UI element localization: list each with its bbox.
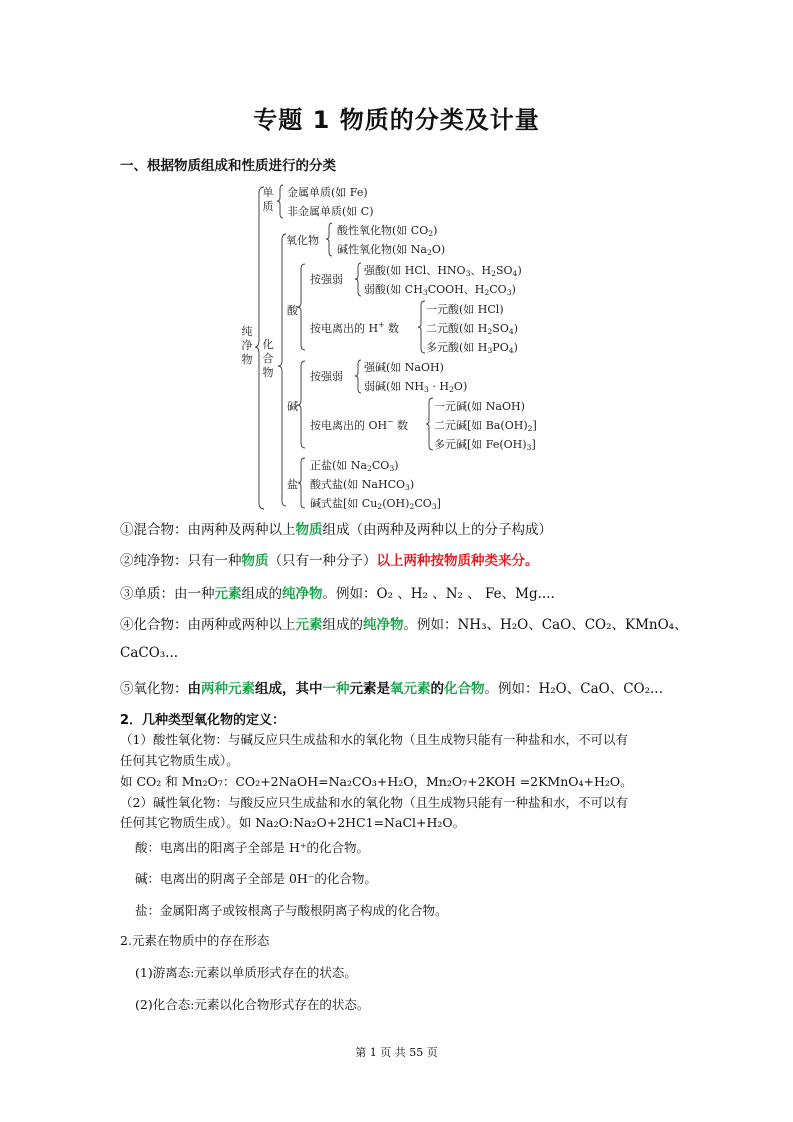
highlight-green: 物质 xyxy=(295,522,323,538)
acid-strength-label: 按强弱 xyxy=(310,273,343,286)
salt-brace xyxy=(298,457,308,511)
elementary-brace xyxy=(277,184,287,220)
tree-item: 多元碱[如 $Fe(OH)_3$] xyxy=(434,438,536,452)
section-heading-element-forms: 2.元素在物质中的存在形态 xyxy=(120,933,270,948)
definition-compound-cont: CaCO₃... xyxy=(120,645,179,661)
highlight-green: 纯净物 xyxy=(282,586,323,602)
text: ③单质：由一种 xyxy=(120,586,215,602)
oxide-label: 氧化物 xyxy=(286,234,319,247)
text: 。例如：NH₃、H₂O、CaO、CO₂、KMnO₄、 xyxy=(403,617,688,633)
text: ④化合物：由两种或两种以上 xyxy=(120,617,296,633)
highlight-green: 一种 xyxy=(322,681,350,697)
text: 组成（由两种及两种以上的分子构成） xyxy=(322,522,552,538)
free-state-definition: (1)游离态:元素以单质形式存在的状态。 xyxy=(135,965,357,980)
definition-oxide xyxy=(120,677,663,697)
section-heading-oxide-types: 2．几种类型氧化物的定义： xyxy=(120,713,286,728)
base-definition: 碱：电离出的阴离子全部是 0H⁻的化合物。 xyxy=(135,871,377,886)
salt-label: 盐 xyxy=(287,478,298,491)
highlight-green: 元素 xyxy=(214,586,242,602)
acid-definition: 酸：电离出的阳离子全部是 H⁺的化合物。 xyxy=(135,840,369,855)
tree-item: 强碱(如 NaOH) xyxy=(364,361,444,374)
text: 组成的 xyxy=(241,586,282,602)
page-footer: 第 1 页 共 55 页 xyxy=(355,1046,438,1059)
base-oh-count-label: 按电离出的 OH− 数 xyxy=(310,417,409,432)
elementary-label: 单 质 xyxy=(262,186,274,213)
tree-item: 二元碱[如 $Ba(OH)_2$] xyxy=(434,419,537,433)
tree-item: 一元碱(如 NaOH) xyxy=(434,400,525,413)
text: 组成，其中 xyxy=(255,681,323,697)
page-title: 专题 1 物质的分类及计量 xyxy=(253,106,540,134)
base-label: 碱 xyxy=(287,400,298,413)
compound-brace xyxy=(279,233,289,508)
highlight-green: 氧元素 xyxy=(390,681,431,697)
combined-state-definition: (2)化合态:元素以化合物形式存在的状态。 xyxy=(135,997,370,1012)
text: 。例如：O₂ 、H₂ 、N₂ 、 Fe、Mg.... xyxy=(322,586,555,602)
basic-oxide-line1: （2）碱性氧化物：与酸反应只生成盐和水的氧化物（且生成物只能有一种盐和水，不可以有 xyxy=(120,795,628,810)
highlight-green: 化合物 xyxy=(444,681,485,697)
tree-item: 多元酸(如 $H_3PO_4$) xyxy=(426,341,518,355)
text: （只有一种分子） xyxy=(268,553,377,569)
basic-oxide-line2: 任何其它物质生成）。如 Na₂O:Na₂O+2HC1=NaCl+H₂O。 xyxy=(120,815,466,830)
text: 。例如：H₂O、CaO、CO₂... xyxy=(484,681,663,697)
definition-element-substance xyxy=(120,582,555,602)
text: ⑤氧化物： xyxy=(120,681,188,697)
acid-h-count-label: 按电离出的 H+ 数 xyxy=(310,320,400,335)
tree-item: 弱碱(如 $NH_3 \cdot H_2O$) xyxy=(364,380,468,394)
text: 的 xyxy=(430,681,444,697)
tree-item: 碱式盐[如 $Cu_2(OH)_2CO_3$] xyxy=(310,497,441,511)
definition-mixture xyxy=(120,518,552,538)
acidic-oxide-line2: 任何其它物质生成）。 xyxy=(120,753,239,768)
text: ②纯净物：只有一种 xyxy=(120,553,242,569)
tree-item: 酸性氧化物(如 $CO_2$) xyxy=(337,224,438,238)
tree-item: 一元酸(如 HCl) xyxy=(426,303,504,316)
base-brace xyxy=(298,360,308,452)
text: 由 xyxy=(187,681,201,697)
acid-label: 酸 xyxy=(287,304,298,317)
base-strength-label: 按强弱 xyxy=(310,370,343,383)
tree-item: 非金属单质(如 C) xyxy=(287,205,374,218)
definition-compound xyxy=(120,613,688,633)
highlight-red: 以上两种按物质种类来分。 xyxy=(376,553,539,569)
acid-brace xyxy=(298,263,308,353)
oxide-brace xyxy=(326,222,336,258)
text: ①混合物：由两种及两种以上 xyxy=(120,522,296,538)
tree-item: 正盐(如 $Na_2CO_3$) xyxy=(310,459,399,473)
highlight-green: 纯净物 xyxy=(363,617,404,633)
definition-pure-substance xyxy=(120,549,539,569)
tree-item: 强酸(如 HCl、$HNO_3$、$H_2SO_4$) xyxy=(364,264,522,278)
section-heading-classification: 一、根据物质组成和性质进行的分类 xyxy=(120,158,336,174)
text: 组成的 xyxy=(322,617,363,633)
acidic-oxide-line1: （1）酸性氧化物：与碱反应只生成盐和水的氧化物（且生成物只能有一种盐和水，不可以有 xyxy=(120,732,628,747)
salt-definition: 盐：金属阳离子或铵根离子与酸根阴离子构成的化合物。 xyxy=(135,903,448,918)
tree-item: 二元酸(如 $H_2SO_4$) xyxy=(426,322,519,336)
tree-item: 金属单质(如 Fe) xyxy=(287,186,368,199)
highlight-green: 两种元素 xyxy=(201,681,255,697)
tree-item: 酸式盐(如 NaHCO$_3$) xyxy=(310,478,415,492)
compound-label: 化 合 物 xyxy=(262,338,274,379)
acidic-oxide-example: 如 CO₂ 和 Mn₂O₇：CO₂+2NaOH=Na₂CO₃+H₂O，Mn₂O₇+2KOH =2KMnO₄+H₂O。 xyxy=(120,774,633,789)
highlight-green: 物质 xyxy=(241,553,269,569)
highlight-green: 元素 xyxy=(295,617,323,633)
tree-item: 弱酸(如 $CH_3COOH$、$H_2CO_3$) xyxy=(364,283,516,297)
tree-item: 碱性氧化物(如 $Na_2O$) xyxy=(337,243,446,257)
text: 元素是 xyxy=(349,681,390,697)
tree-root-label: 纯 净 物 xyxy=(241,325,253,366)
